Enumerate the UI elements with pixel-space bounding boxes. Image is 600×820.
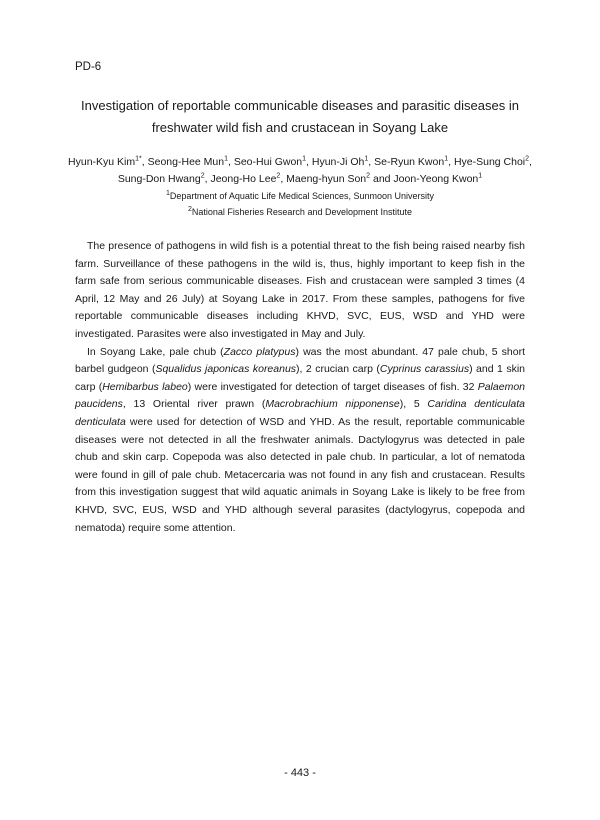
author: Maeng-hyun Son$^2$ <box>286 172 371 185</box>
author-list: Hyun-Kyu Kim$^{1*}$, Seong-Hee Mun$^1$, Seo-Hui Gwon$^1$, Hyun-Ji Oh$^1$, Se-Ryun Kwon$^1$, Hye-Sung Choi$^2$, Sung-Don Hwang$^2$, Jeong-Ho Lee$^2$, Maeng-hyun Son$^2$ and Joon-Yeong Kwon$^1$ <box>68 155 532 185</box>
title-line-1: Investigation of reportable communicable diseases and parasitic diseases in <box>81 98 519 113</box>
author: Jeong-Ho Lee$^2$ <box>210 172 281 185</box>
author: Seong-Hee Mun$^1$ <box>147 155 228 168</box>
author: Seo-Hui Gwon$^1$ <box>233 155 307 168</box>
author: Hye-Sung Choi$^2$ <box>453 155 530 168</box>
author: Se-Ryun Kwon$^1$ <box>374 155 449 168</box>
paper-title <box>60 95 540 139</box>
species-name: Cyprinus carassius <box>379 363 470 376</box>
affiliation-2: $^2$National Fisheries Research and Development Institute <box>187 206 413 217</box>
page-number: - 443 - <box>284 767 316 779</box>
affiliation-1: $^1$Department of Aquatic Life Medical Sciences, Sunmoon University <box>165 190 435 201</box>
abstract-code: PD-6 <box>75 61 102 73</box>
species-name: Palaemon paucidens <box>75 380 525 411</box>
abstract-paragraph-1: The presence of pathogens in wild fish is a potential threat to the fish being raised nearby fish farm. Surveillance of these pathogens in the wild is, thus, highly important to keep fish in the farm safe from serious communicable diseases. Fish and crustacean were sampled 3 times (4 April, 12 May and 26 July) at Soyang Lake in 2017. From these samples, pathogens for five reportable communicable diseases including KHVD, SVC, EUS, WSD and YHD were investigated. Parasites were also investigated in May and July. <box>75 240 525 340</box>
author: Hyun-Ji Oh$^1$ <box>311 155 369 168</box>
species-name: Squalidus japonicas koreanus <box>155 363 297 376</box>
species-name: Hemibarbus labeo <box>102 380 188 393</box>
author: Sung-Don Hwang$^2$ <box>117 172 205 185</box>
abstract-paragraph-2: In Soyang Lake, pale chub (Zacco platypus) was the most abundant. 47 pale chub, 5 short barbel gudgeon (Squalidus japonicas koreanus), 2 crucian carp (Cyprinus carassius) and 1 skin carp (Hemibarbus labeo) were investigated for detection of target diseases of fish. 32 Palaemon paucidens, 13 Oriental river prawn (Macrobrachium nipponense), 5 Caridina denticulata denticulata were used for detection of WSD and YHD. As the result, reportable communicable diseases were not detected in all the freshwater animals. Dactylogyrus was detected in pale chub and skin carp. Copepoda was also detected in pale chub. In particular, a lot of nematoda were found in gill of pale chub. Metacercaria was not found in any fish and crustacean. Results from this investigation suggest that wild aquatic animals in Soyang Lake is likely to be free from KHVD, SVC, EUS, WSD and YHD although several parasites (dactylogyrus, copepoda and nematoda) require some attention. <box>75 345 526 534</box>
title-line-2: freshwater wild fish and crustacean in Soyang Lake <box>151 120 449 135</box>
author: Hyun-Kyu Kim$^{1*}$ <box>68 155 142 168</box>
species-name: Zacco platypus <box>223 345 296 358</box>
species-name: Caridina denticulata denticulata <box>75 398 525 428</box>
abstract-body <box>75 238 525 537</box>
author: Joon-Yeong Kwon$^1$ <box>393 172 483 185</box>
species-name: Macrobrachium nipponense <box>265 398 400 411</box>
